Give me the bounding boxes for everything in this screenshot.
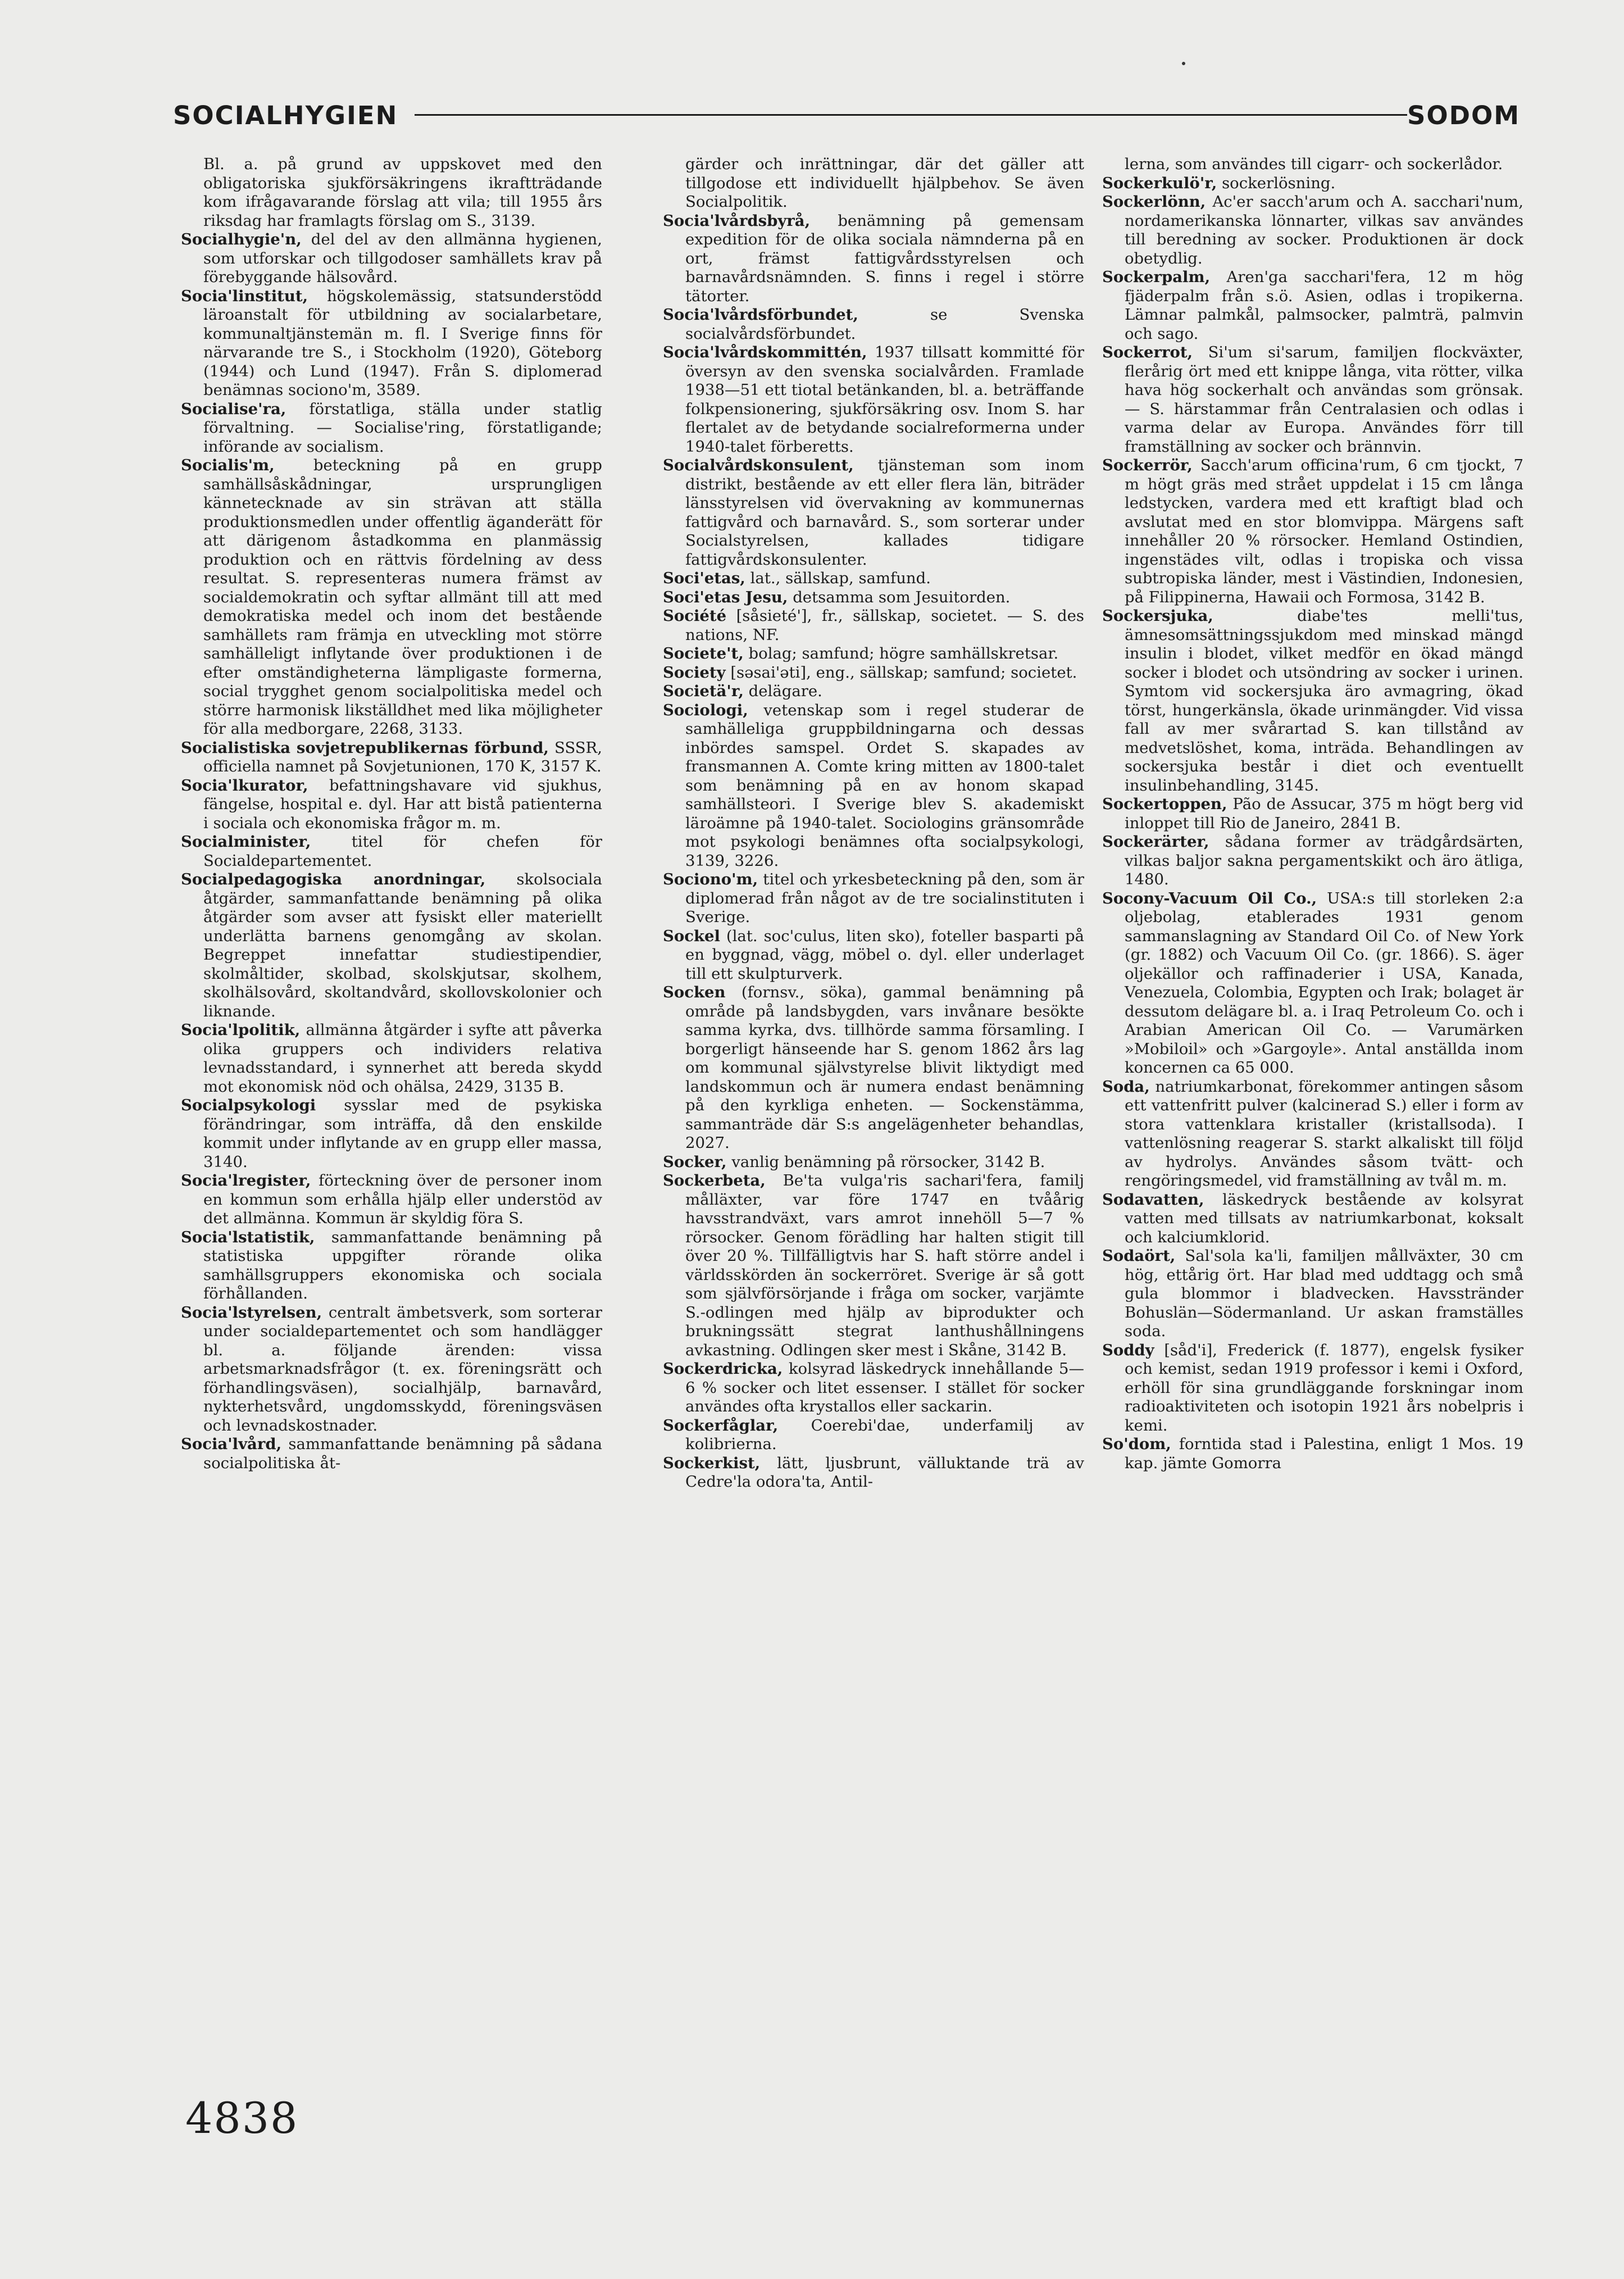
entry-text: forntida stad i Palestina, enligt 1 Mos. 19 kap. jämte Gomorra	[1125, 1435, 1523, 1472]
entry-headword: Socialpedagogiska anordningar,	[181, 870, 486, 888]
entry-headword: Sockertoppen,	[1102, 795, 1227, 813]
entry-text: centralt ämbetsverk, som sorterar under socialdepartementet och som handlägger bl. a. följande ärenden: vissa arbetsmarknadsfrågor (t. ex. föreningsrätt och förhandlingsväsen), socialhjälp, barnavård, nykterhetsvård, ungdomsskydd, föreningsväsen och levnadskostnader.	[203, 1303, 602, 1434]
entry-text: vanlig benämning på rörsocker, 3142 B.	[731, 1152, 1045, 1171]
dictionary-entry	[663, 1417, 1084, 1454]
entry-text: Pão de Assucar, 375 m högt berg vid inloppet till Rio de Janeiro, 2841 B.	[1125, 795, 1523, 832]
dictionary-entry	[663, 1360, 1084, 1417]
entry-text: vetenskap som i regel studerar de samhälleliga gruppbildningarna och dessas inbördes samspel. Ordet S. skapades av fransmannen A. Comte kring mitten av 1800-talet som benämning på en av honom skapad samhällsteori. I Sverige blev S. akademiskt läroämne på 1940-talet. Sociologins gränsområde mot psykologi benämnes ofta socialpsykologi, 3139, 3226.	[685, 701, 1084, 870]
entry-headword: Soci'etas,	[663, 569, 745, 587]
entry-headword: Socia'lstatistik,	[181, 1228, 315, 1246]
entry-headword: Sockerlönn,	[1102, 193, 1206, 211]
entry-text: beteckning på en grupp samhällsåskådningar, ursprungligen kännetecknade av sin strävan att ställa produktionsmedlen under offentlig äganderätt för att därigenom åstadkomma en planmässig produktion och en rättvis fördelning av dess resultat. S. representeras numera främst av socialdemokratin och syftar allmänt till att med demokratiska medel och inom det bestående samhällets ram främja en utveckling mot större samhälleligt inflytande över produktionen i de efter omständigheterna lämpligaste formerna, social trygghet genom socialpolitiska medel och större harmonisk likställdhet med lika möjligheter för alla medborgare, 2268, 3133.	[203, 456, 602, 738]
dictionary-entry	[181, 777, 602, 833]
dictionary-entry	[663, 588, 1084, 607]
entry-headword: Socony-Vacuum Oil Co.,	[1102, 889, 1317, 907]
dictionary-entry	[181, 456, 602, 739]
entry-headword: Socialvårdskonsulent,	[663, 456, 854, 474]
entry-headword: Sockersjuka,	[1102, 607, 1213, 625]
dictionary-entry	[181, 400, 602, 457]
entry-text: Aren'ga sacchari'fera, 12 m hög fjäderpalm från s.ö. Asien, odlas i tropikerna. Lämnar palmkål, palmsocker, palmträ, palmvin och sago.	[1125, 268, 1523, 343]
entry-headword: Sodavatten,	[1102, 1190, 1204, 1209]
dictionary-entry	[181, 870, 602, 1021]
entry-continuation	[663, 155, 1084, 212]
dictionary-entry	[663, 607, 1084, 644]
entry-text: sådana former av trädgårdsärten, vilkas baljor sakna pergamentskikt och äro ätliga, 1480.	[1125, 833, 1523, 888]
entry-headword: Sockerdricka,	[663, 1360, 783, 1378]
header-rule	[415, 114, 1408, 116]
dictionary-entry	[663, 664, 1084, 683]
entry-text: [såd'i], Frederick (f. 1877), engelsk fysiker och kemist, sedan 1919 professor i kemi i Oxford, erhöll för sina grundläggande forskningar inom radioaktiviteten och isotopin 1921 års nobelpris i kemi.	[1125, 1341, 1523, 1434]
entry-headword: Sockerkulö'r,	[1102, 174, 1217, 192]
entry-headword: Socia'lvård,	[181, 1435, 282, 1453]
entry-text: lätt, ljusbrunt, välluktande trä av Cedre'la odora'ta, Antil-	[685, 1454, 1084, 1491]
entry-headword: Socia'lpolitik,	[181, 1021, 301, 1039]
text-column-1	[181, 155, 602, 2043]
entry-headword: Soci'etas Jesu,	[663, 588, 788, 606]
entry-headword: Socker,	[663, 1152, 727, 1171]
entry-headword: Socia'lkurator,	[181, 776, 308, 795]
entry-headword: Society	[663, 663, 726, 682]
dictionary-entry	[1102, 833, 1523, 889]
entry-text: förteckning över de personer inom en kommun som erhålla hjälp eller understöd av det allmänna. Kommun är skyldig föra S.	[203, 1172, 602, 1227]
entry-headword: Sockerrot,	[1102, 343, 1193, 361]
entry-headword: Sockel	[663, 927, 720, 945]
entry-headword: Societä'r,	[663, 682, 744, 700]
dictionary-entry	[663, 701, 1084, 871]
dictionary-entry	[1102, 1247, 1523, 1341]
entry-headword: So'dom,	[1102, 1435, 1171, 1453]
dictionary-entry	[663, 212, 1084, 306]
dictionary-entry	[663, 682, 1084, 701]
entry-headword: Socialis'm,	[181, 456, 275, 474]
dictionary-entry	[181, 287, 602, 400]
entry-text: diabe'tes melli'tus, ämnesomsättningssjukdom med minskad mängd insulin i blodet, vilket medför en ökad mängd socker i blodet och utsöndring av socker i urinen. Symtom vid sockersjuka äro avmagring, ökad törst, hungerkänsla, ökade urinmängder. Vid vissa fall av mer svårartad S. kan tillstånd av medvetslöshet, koma, inträda. Behandlingen av sockersjuka består i diet och eventuellt insulinbehandling, 3145.	[1125, 607, 1523, 795]
entry-headword: Sodaört,	[1102, 1247, 1176, 1265]
entry-headword: Socialpsykologi	[181, 1096, 316, 1114]
entry-text: Be'ta vulga'ris sachari'fera, familj målläxter, var före 1747 en tvåårig havsstrandväxt, vars amrot innehöll 5—7 % rörsocker. Genom förädling har halten stigit till över 20 %. Tillfälligtvis har S. haft större andel i världsskörden än sockerröret. Sverige är så gott som självförsörjande i fråga om socker, varjämte S.-odlingen med hjälp av biprodukter och brukningssätt stegrat lanthushållningens avkastning. Odlingen sker mest i Skåne, 3142 B.	[685, 1172, 1084, 1359]
entry-text: befattningshavare vid sjukhus, fängelse, hospital e. dyl. Har att bistå patienterna i sociala och ekonomiska frågor m. m.	[203, 776, 602, 832]
entry-text: natriumkarbonat, förekommer antingen såsom ett vattenfritt pulver (kalcinerad S.) eller i form av stora vattenklara kristaller (kristallsoda). I vattenlösning reagerar S. starkt alkaliskt till följd av hydrolys. Användes såsom tvätt- och rengöringsmedel, vid framställning av tvål m. m.	[1125, 1077, 1523, 1190]
dictionary-entry	[663, 306, 1084, 343]
entry-text: bolag; samfund; högre samhällskretsar.	[748, 644, 1059, 662]
entry-headword: Soddy	[1102, 1341, 1154, 1359]
entry-text: (lat. soc'culus, liten sko), fotеller basparti på en byggnad, vägg, möbel o. dyl. eller underlaget till ett skulpturverk.	[685, 927, 1084, 983]
entry-headword: Socken	[663, 983, 726, 1001]
dictionary-entry	[1102, 1341, 1523, 1436]
dictionary-entry	[1102, 795, 1523, 833]
entry-text: sockerlösning.	[1222, 174, 1336, 192]
entry-headword: Sockerrör,	[1102, 456, 1193, 474]
dictionary-entry	[663, 644, 1084, 664]
dictionary-entry	[663, 870, 1084, 927]
entry-headword: Société	[663, 607, 727, 625]
entry-text: lat., sällskap, samfund.	[750, 569, 931, 587]
entry-text: Bl. a. på grund av uppskovet med den obligatoriska sjukförsäkringens ikraftträdande kom ifrågavarande förslag att vila; till 1955 års riksdag har framlagts förslag om S., 3139.	[203, 155, 602, 230]
entry-headword: Sociologi,	[663, 701, 748, 719]
entry-text: titel och yrkesbeteckning på den, som är diplomerad från något av de tre socialinstituten i Sverige.	[685, 870, 1084, 926]
dictionary-entry	[663, 927, 1084, 984]
entry-text: sammanfattande benämning på sådana socialpolitiska åt-	[203, 1435, 602, 1472]
text-column-2	[663, 155, 1084, 2043]
entry-headword: Sockerbeta,	[663, 1172, 766, 1190]
entry-headword: Socialhygie'n,	[181, 230, 302, 248]
entry-headword: Socia'lvårdskommittén,	[663, 343, 867, 361]
entry-text: [såsieté'], fr., sällskap, societet. — S. des nations, NF.	[685, 607, 1084, 644]
entry-headword: Socia'lstyrelsen,	[181, 1303, 322, 1322]
dictionary-entry	[663, 1454, 1084, 1492]
dictionary-entry	[1102, 607, 1523, 795]
dictionary-entry	[1102, 174, 1523, 193]
dictionary-entry	[181, 230, 602, 287]
entry-continuation	[1102, 155, 1523, 174]
dictionary-entry	[181, 739, 602, 777]
entry-text: 1937 tillsatt kommitté för översyn av den svenska socialvården. Framlade 1938—51 ett tiotal betänkanden, bl. a. beträffande folkpensionering, sjukförsäkring osv. Inom S. har flertalet av de betydande socialreformerna under 1940-talet förberetts.	[685, 343, 1084, 456]
dictionary-entry	[1102, 1078, 1523, 1191]
entry-text: [səsai'əti], eng., sällskap; samfund; societet.	[730, 663, 1077, 682]
entry-text: (fornsv., söka), gammal benämning på område på landsbygden, vars invånare besökte samma kyrka, dvs. tillhörde samma församling. I borgerligt hänseende har S. genom 1862 års lag om kommunal självstyrelse blivit liktydigt med landskommun och är numera endast benämning på den kyrkliga enheten. — Sockenstämma, sammanträde där S:s angelägenheter behandlas, 2027.	[685, 983, 1084, 1152]
entry-headword: Socia'linstitut,	[181, 287, 308, 305]
entry-text: kolsyrad läskedryck innehållande 5—6 % socker och litet essenser. I stället för socker användes ofta krystallos eller sackarin.	[685, 1360, 1084, 1415]
entry-text: sysslar med de psykiska förändringar, som inträffa, då den enskilde kommit under inflytande av en grupp eller massa, 3140.	[203, 1096, 602, 1171]
entry-headword: Societe't,	[663, 644, 744, 662]
entry-headword: Socia'lvårdsförbundet,	[663, 306, 858, 324]
entry-text: Sal'sola ka'li, familjen mållväxter, 30 cm hög, ettårig ört. Har blad med uddtagg och små gula blommor i bladvecken. Havsstränder Bohuslän—Södermanland. Ur askan framställes soda.	[1125, 1247, 1523, 1340]
dictionary-entry	[181, 833, 602, 870]
entry-headword: Socialise'ra,	[181, 399, 286, 418]
entry-headword: Sociono'm,	[663, 870, 758, 888]
entry-text: allmänna åtgärder i syfte att påverka olika gruppers och individers relativa levnadsstandard, i synnerhet att bereda skydd mot ekonomisk nöd och ohälsa, 2429, 3135 B.	[203, 1021, 602, 1096]
dictionary-entry	[181, 1304, 602, 1436]
entry-text: sammanfattande benämning på statistiska uppgifter rörande olika samhällsgruppers ekonomiska och sociala förhållanden.	[203, 1228, 602, 1302]
entry-text: Sacch'arum officina'rum, 6 cm tjockt, 7 m högt gräs med strået uppdelat i 15 cm långa ledstycken, vardera med ett kraftigt blad och avslutat med en stor blomvippa. Märgens saft innehåller 20 % rörsocker. Hemland Ostindien, ingenstädes vilt, odlas i tropiska och vissa subtropiska länder, mest i Västindien, Indonesien, på Filippinerna, Hawaii och Formosa, 3142 B.	[1125, 456, 1523, 606]
entry-headword: Socialminister,	[181, 833, 311, 851]
entry-text: högskolemässig, statsunderstödd läroanstalt för utbildning av socialarbetare, kommunaltjänstemän m. fl. I Sverige finns för närvarande tre S., i Stockholm (1920), Göteborg (1944) och Lund (1947). Från S. diplomerad benämnas sociono'm, 3589.	[203, 287, 602, 399]
entry-headword: Sockerärter,	[1102, 833, 1209, 851]
entry-text: titel för chefen för Socialdepartementet.	[203, 833, 602, 870]
entry-headword: Socia'lregister,	[181, 1172, 311, 1190]
text-column-3	[1102, 155, 1523, 2043]
dictionary-entry	[663, 1172, 1084, 1360]
entry-text: detsamma som Jesuitorden.	[793, 588, 1011, 606]
entry-headword: Soda,	[1102, 1077, 1150, 1096]
dictionary-entry	[663, 456, 1084, 569]
entry-text: tjänsteman som inom distrikt, bestående av ett eller flera län, biträder länsstyrelsen vid övervakning av kommunernas fattigvård och barnavård. S., som sorterar under Socialstyrelsen, kallades tidigare fattigvårdskonsulenter.	[685, 456, 1084, 569]
entry-text: USA:s till storleken 2:a oljebolag, etablerades 1931 genom sammanslagning av Standard Oil Co. of New York (gr. 1882) och Vacuum Oil Co. (gr. 1866). S. äger oljekällor och raffinaderier i USA, Kanada, Venezuela, Colombia, Egypten och Irak; bolaget är dessutom delägare bl. a. i Iraq Petroleum Co. och i Arabian American Oil Co. — Varumärken »Mobiloil» och »Gargoyle». Antal anställda inom koncernen ca 65 000.	[1125, 889, 1523, 1077]
dictionary-entry	[1102, 193, 1523, 268]
dictionary-entry	[663, 343, 1084, 456]
entry-text: förstatliga, ställa under statlig förvaltning. — Socialise'ring, förstatligande; införande av socialism.	[203, 399, 602, 456]
running-head	[173, 99, 1520, 138]
dictionary-entry	[181, 1021, 602, 1096]
entry-text: se Svenska socialvårdsförbundet.	[685, 306, 1084, 343]
entry-headword: Sockerfåglar,	[663, 1416, 779, 1434]
dictionary-entry	[1102, 1435, 1523, 1473]
entry-text: SSSR, officiella namnet på Sovjetunionen, 170 K, 3157 K.	[203, 738, 602, 775]
entry-text: Ac'er sacch'arum och A. sacchari'num, nordamerikanska lönnarter, vilkas sav användes till beredning av socker. Produktionen är dock obetydlig.	[1125, 193, 1523, 267]
print-speck	[1182, 62, 1185, 65]
entry-headword: Socialistiska sovjetrepublikernas förbund,	[181, 738, 549, 757]
dictionary-entry	[1102, 268, 1523, 343]
dictionary-entry	[663, 569, 1084, 588]
dictionary-entry	[181, 1228, 602, 1304]
dictionary-entry	[1102, 1191, 1523, 1247]
entry-text: Coerebi'dae, underfamilj av kolibrierna.	[685, 1416, 1084, 1453]
entry-text: gärder och inrättningar, där det gäller att tillgodose ett individuellt hjälpbehov. Se även Socialpolitik.	[685, 155, 1084, 211]
entry-headword: Sockerpalm,	[1102, 268, 1211, 286]
entry-text: del del av den allmänna hygienen, som utforskar och tillgodoser samhällets krav på förebyggande hälsovård.	[203, 230, 602, 286]
running-head-right: SODOM	[1407, 99, 1520, 133]
page-number: 4838	[185, 2093, 299, 2143]
dictionary-entry	[1102, 889, 1523, 1078]
entry-headword: Sockerkist,	[663, 1454, 761, 1472]
entry-text: Si'um si'sarum, familjen flockväxter, flerårig ört med ett knippe långa, vita rötter, vilka hava hög sockerhalt och användas som grönsak. — S. härstammar från Centralasien och odlas i varma delar av Europa. Användes förr till framställning av socker och brännvin.	[1125, 343, 1523, 456]
entry-text: delägare.	[748, 682, 822, 700]
dictionary-entry	[1102, 343, 1523, 456]
dictionary-entry	[181, 1435, 602, 1473]
entry-text: läskedryck bestående av kolsyrat vatten med tillsats av natriumkarbonat, koksalt och kalciumklorid.	[1125, 1190, 1523, 1246]
entry-text: lerna, som användes till cigarr- och sockerlådor.	[1125, 155, 1503, 173]
dictionary-entry	[181, 1172, 602, 1228]
dictionary-entry	[663, 1153, 1084, 1172]
running-head-left: SOCIALHYGIEN	[173, 99, 398, 133]
entry-headword: Socia'lvårdsbyrå,	[663, 211, 811, 230]
entry-text: benämning på gemensam expedition för de olika sociala nämnderna på en ort, främst fattigvårdsstyrelsen och barnavårdsnämnden. S. finns i regel i större tätorter.	[685, 211, 1084, 305]
entry-text: skolsociala åtgärder, sammanfattande benämning på olika åtgärder som avser att fysiskt eller materiellt underlätta barnens genomgång av skolan. Begreppet innefattar studiestipendier, skolmåltider, skolbad, skolskjutsar, skolhem, skolhälsovård, skoltandvård, skollovskolonier och liknande.	[203, 870, 602, 1020]
entry-continuation	[181, 155, 602, 230]
dictionary-entry	[181, 1096, 602, 1172]
dictionary-entry	[663, 983, 1084, 1153]
dictionary-entry	[1102, 456, 1523, 607]
